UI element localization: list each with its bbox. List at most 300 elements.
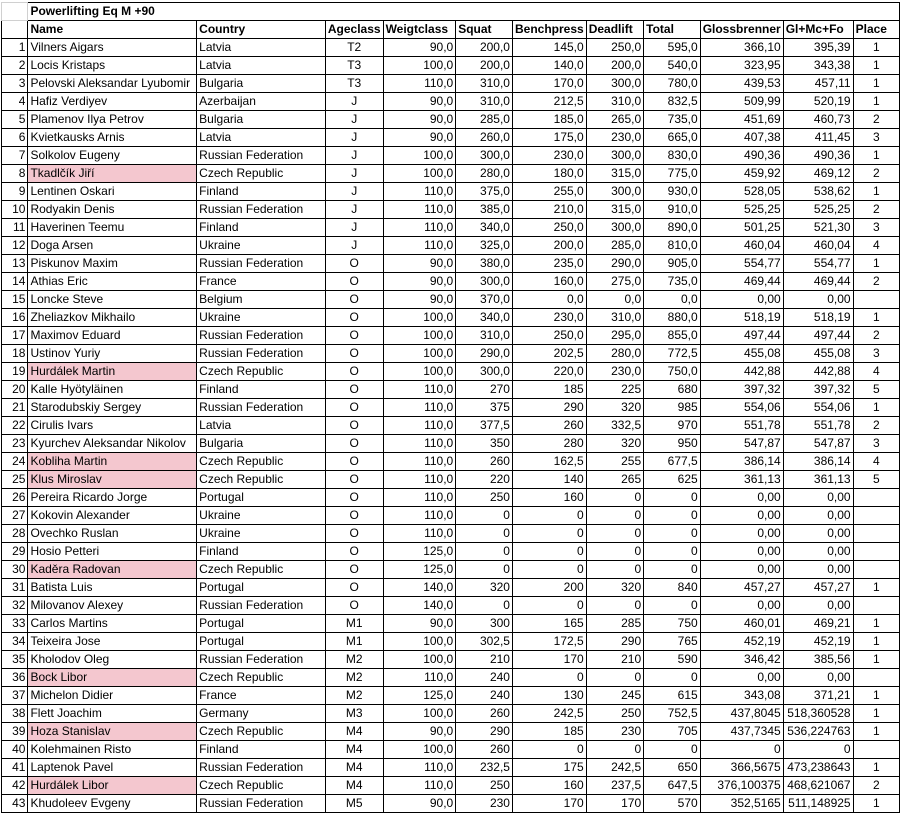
cell-total[interactable]: 765 <box>644 633 701 651</box>
cell-deadlift[interactable]: 332,5 <box>586 417 643 435</box>
cell-gl-mc-fo[interactable]: 518,19 <box>783 309 853 327</box>
cell-gl-mc-fo[interactable]: 460,04 <box>783 237 853 255</box>
cell-gl-mc-fo[interactable]: 455,08 <box>783 345 853 363</box>
cell-gl-mc-fo[interactable]: 469,21 <box>783 615 853 633</box>
cell-gl-mc-fo[interactable]: 0,00 <box>783 507 853 525</box>
cell-gl-mc-fo[interactable]: 554,06 <box>783 399 853 417</box>
cell-name[interactable]: Pelovski Aleksandar Lyubomir <box>28 75 197 93</box>
cell-benchpress[interactable]: 130 <box>512 687 586 705</box>
cell-weightclass[interactable]: 110,0 <box>383 507 456 525</box>
cell-index[interactable]: 13 <box>2 255 28 273</box>
cell-deadlift[interactable]: 300,0 <box>586 183 643 201</box>
cell-total[interactable]: 830,0 <box>644 147 701 165</box>
cell-benchpress[interactable]: 200,0 <box>512 237 586 255</box>
cell-name[interactable]: Starodubskiy Sergey <box>28 399 197 417</box>
cell-gl-mc-fo[interactable]: 411,45 <box>783 129 853 147</box>
cell-weightclass[interactable]: 110,0 <box>383 75 456 93</box>
cell-index[interactable]: 8 <box>2 165 28 183</box>
cell-country[interactable]: Czech Republic <box>197 723 326 741</box>
cell-deadlift[interactable]: 300,0 <box>586 219 643 237</box>
cell-index[interactable]: 40 <box>2 741 28 759</box>
cell-place[interactable]: 1 <box>853 687 899 705</box>
cell-country[interactable]: Finland <box>197 543 326 561</box>
cell-name[interactable]: Tkadlčík Jiří <box>28 165 197 183</box>
cell-place[interactable]: 4 <box>853 237 899 255</box>
cell-total[interactable]: 0 <box>644 525 701 543</box>
cell-name[interactable]: Solkolov Eugeny <box>28 147 197 165</box>
cell-glossbrenner[interactable]: 554,06 <box>700 399 783 417</box>
cell-country[interactable]: Ukraine <box>197 237 326 255</box>
cell-total[interactable]: 880,0 <box>644 309 701 327</box>
cell-gl-mc-fo[interactable]: 521,30 <box>783 219 853 237</box>
cell-index[interactable]: 28 <box>2 525 28 543</box>
cell-index[interactable]: 31 <box>2 579 28 597</box>
cell-name[interactable]: Batista Luis <box>28 579 197 597</box>
cell-country[interactable]: Russian Federation <box>197 345 326 363</box>
cell-squat[interactable]: 300,0 <box>456 273 513 291</box>
cell-squat[interactable]: 200,0 <box>456 57 513 75</box>
cell-name[interactable]: Maximov Eduard <box>28 327 197 345</box>
cell-ageclass[interactable]: O <box>325 597 383 615</box>
cell-name[interactable]: Kolehmainen Risto <box>28 741 197 759</box>
cell-benchpress[interactable]: 170 <box>512 795 586 813</box>
cell-squat[interactable]: 232,5 <box>456 759 513 777</box>
cell-place[interactable] <box>853 489 899 507</box>
cell-place[interactable] <box>853 543 899 561</box>
cell-benchpress[interactable]: 170 <box>512 651 586 669</box>
cell-deadlift[interactable]: 0 <box>586 597 643 615</box>
cell-place[interactable]: 1 <box>853 795 899 813</box>
cell-total[interactable]: 985 <box>644 399 701 417</box>
cell-weightclass[interactable]: 110,0 <box>383 525 456 543</box>
cell-name[interactable]: Hurdálek Libor <box>28 777 197 795</box>
cell-glossbrenner[interactable]: 352,5165 <box>700 795 783 813</box>
cell-benchpress[interactable]: 0 <box>512 561 586 579</box>
cell-place[interactable]: 4 <box>853 363 899 381</box>
cell-gl-mc-fo[interactable]: 343,38 <box>783 57 853 75</box>
cell-name[interactable]: Pereira Ricardo Jorge <box>28 489 197 507</box>
cell-weightclass[interactable]: 110,0 <box>383 381 456 399</box>
cell-name[interactable]: Kvietkausks Arnis <box>28 129 197 147</box>
cell-ageclass[interactable]: J <box>325 165 383 183</box>
cell-name[interactable]: Milovanov Alexey <box>28 597 197 615</box>
cell-gl-mc-fo[interactable]: 525,25 <box>783 201 853 219</box>
cell-glossbrenner[interactable]: 554,77 <box>700 255 783 273</box>
cell-weightclass[interactable]: 100,0 <box>383 165 456 183</box>
cell-ageclass[interactable]: J <box>325 219 383 237</box>
cell-index[interactable]: 42 <box>2 777 28 795</box>
cell-benchpress[interactable]: 160,0 <box>512 273 586 291</box>
cell-index[interactable]: 33 <box>2 615 28 633</box>
cell-place[interactable]: 1 <box>853 579 899 597</box>
cell-weightclass[interactable]: 100,0 <box>383 147 456 165</box>
cell-country[interactable]: Azerbaijan <box>197 93 326 111</box>
header-cell-squat[interactable]: Squat <box>456 21 513 39</box>
cell-ageclass[interactable]: J <box>325 147 383 165</box>
cell-squat[interactable]: 200,0 <box>456 39 513 57</box>
cell-index[interactable]: 35 <box>2 651 28 669</box>
cell-weightclass[interactable]: 90,0 <box>383 795 456 813</box>
cell-squat[interactable]: 377,5 <box>456 417 513 435</box>
cell-index[interactable]: 43 <box>2 795 28 813</box>
cell-place[interactable] <box>853 597 899 615</box>
cell-gl-mc-fo[interactable]: 395,39 <box>783 39 853 57</box>
cell-ageclass[interactable]: M5 <box>325 795 383 813</box>
cell-benchpress[interactable]: 212,5 <box>512 93 586 111</box>
cell-place[interactable]: 3 <box>853 129 899 147</box>
cell-ageclass[interactable]: M1 <box>325 633 383 651</box>
cell-place[interactable]: 1 <box>853 633 899 651</box>
cell-name[interactable]: Khudoleev Evgeny <box>28 795 197 813</box>
cell-country[interactable]: Czech Republic <box>197 561 326 579</box>
cell-deadlift[interactable]: 0 <box>586 741 643 759</box>
cell-index[interactable]: 1 <box>2 39 28 57</box>
cell-name[interactable]: Flett Joachim <box>28 705 197 723</box>
cell-deadlift[interactable]: 210 <box>586 651 643 669</box>
cell-ageclass[interactable]: J <box>325 237 383 255</box>
cell-total[interactable]: 905,0 <box>644 255 701 273</box>
cell-name[interactable]: Cirulis Ivars <box>28 417 197 435</box>
cell-benchpress[interactable]: 162,5 <box>512 453 586 471</box>
cell-glossbrenner[interactable]: 460,01 <box>700 615 783 633</box>
cell-benchpress[interactable]: 260 <box>512 417 586 435</box>
header-cell-benchpress[interactable]: Benchpress <box>512 21 586 39</box>
cell-ageclass[interactable]: O <box>325 291 383 309</box>
cell-benchpress[interactable]: 170,0 <box>512 75 586 93</box>
cell-total[interactable]: 735,0 <box>644 111 701 129</box>
cell-deadlift[interactable]: 295,0 <box>586 327 643 345</box>
cell-deadlift[interactable]: 242,5 <box>586 759 643 777</box>
cell-place[interactable] <box>853 507 899 525</box>
cell-index[interactable]: 18 <box>2 345 28 363</box>
cell-squat[interactable]: 300,0 <box>456 147 513 165</box>
cell-squat[interactable]: 260 <box>456 705 513 723</box>
cell-name[interactable]: Hosio Petteri <box>28 543 197 561</box>
cell-glossbrenner[interactable]: 457,27 <box>700 579 783 597</box>
cell-gl-mc-fo[interactable]: 457,11 <box>783 75 853 93</box>
cell-country[interactable]: Czech Republic <box>197 471 326 489</box>
cell-index[interactable]: 34 <box>2 633 28 651</box>
cell-glossbrenner[interactable]: 361,13 <box>700 471 783 489</box>
cell-benchpress[interactable]: 0 <box>512 741 586 759</box>
cell-total[interactable]: 0 <box>644 741 701 759</box>
cell-weightclass[interactable]: 100,0 <box>383 633 456 651</box>
cell-name[interactable]: Doga Arsen <box>28 237 197 255</box>
cell-deadlift[interactable]: 255 <box>586 453 643 471</box>
cell-index[interactable]: 30 <box>2 561 28 579</box>
cell-ageclass[interactable]: O <box>325 399 383 417</box>
cell-glossbrenner[interactable]: 366,10 <box>700 39 783 57</box>
cell-ageclass[interactable]: J <box>325 111 383 129</box>
cell-gl-mc-fo[interactable]: 0,00 <box>783 291 853 309</box>
cell-deadlift[interactable]: 0 <box>586 507 643 525</box>
cell-deadlift[interactable]: 0,0 <box>586 291 643 309</box>
cell-ageclass[interactable]: T2 <box>325 39 383 57</box>
cell-name[interactable]: Laptenok Pavel <box>28 759 197 777</box>
cell-deadlift[interactable]: 285 <box>586 615 643 633</box>
cell-weightclass[interactable]: 110,0 <box>383 219 456 237</box>
cell-gl-mc-fo[interactable]: 518,360528 <box>783 705 853 723</box>
cell-gl-mc-fo[interactable]: 0,00 <box>783 669 853 687</box>
cell-weightclass[interactable]: 100,0 <box>383 57 456 75</box>
cell-deadlift[interactable]: 310,0 <box>586 93 643 111</box>
cell-index[interactable]: 21 <box>2 399 28 417</box>
cell-gl-mc-fo[interactable]: 551,78 <box>783 417 853 435</box>
cell-gl-mc-fo[interactable]: 361,13 <box>783 471 853 489</box>
cell-glossbrenner[interactable]: 551,78 <box>700 417 783 435</box>
cell-weightclass[interactable]: 110,0 <box>383 435 456 453</box>
cell-total[interactable]: 680 <box>644 381 701 399</box>
cell-ageclass[interactable]: O <box>325 579 383 597</box>
cell-squat[interactable]: 230 <box>456 795 513 813</box>
cell-name[interactable]: Hurdálek Martin <box>28 363 197 381</box>
cell-deadlift[interactable]: 300,0 <box>586 75 643 93</box>
cell-ageclass[interactable]: M1 <box>325 615 383 633</box>
cell-glossbrenner[interactable]: 346,42 <box>700 651 783 669</box>
cell-weightclass[interactable]: 125,0 <box>383 561 456 579</box>
cell-glossbrenner[interactable]: 0,00 <box>700 525 783 543</box>
cell-weightclass[interactable]: 90,0 <box>383 723 456 741</box>
cell-deadlift[interactable]: 320 <box>586 399 643 417</box>
cell-country[interactable]: Russian Federation <box>197 651 326 669</box>
cell-weightclass[interactable]: 110,0 <box>383 417 456 435</box>
cell-gl-mc-fo[interactable]: 547,87 <box>783 435 853 453</box>
cell-gl-mc-fo[interactable]: 473,238643 <box>783 759 853 777</box>
cell-ageclass[interactable]: M2 <box>325 687 383 705</box>
cell-ageclass[interactable]: O <box>325 489 383 507</box>
cell-total[interactable]: 590 <box>644 651 701 669</box>
cell-total[interactable]: 647,5 <box>644 777 701 795</box>
cell-benchpress[interactable]: 230,0 <box>512 147 586 165</box>
cell-country[interactable]: Finland <box>197 219 326 237</box>
cell-gl-mc-fo[interactable]: 538,62 <box>783 183 853 201</box>
cell-index[interactable]: 41 <box>2 759 28 777</box>
cell-gl-mc-fo[interactable]: 469,12 <box>783 165 853 183</box>
cell-squat[interactable]: 240 <box>456 669 513 687</box>
cell-weightclass[interactable]: 125,0 <box>383 543 456 561</box>
cell-ageclass[interactable]: O <box>325 273 383 291</box>
cell-glossbrenner[interactable]: 0,00 <box>700 543 783 561</box>
cell-deadlift[interactable]: 0 <box>586 543 643 561</box>
cell-country[interactable]: Finland <box>197 183 326 201</box>
cell-deadlift[interactable]: 0 <box>586 669 643 687</box>
cell-benchpress[interactable]: 160 <box>512 489 586 507</box>
cell-weightclass[interactable]: 125,0 <box>383 687 456 705</box>
cell-index[interactable]: 7 <box>2 147 28 165</box>
cell-glossbrenner[interactable]: 437,7345 <box>700 723 783 741</box>
cell-name[interactable]: Teixeira Jose <box>28 633 197 651</box>
cell-squat[interactable]: 300,0 <box>456 363 513 381</box>
cell-total[interactable]: 677,5 <box>644 453 701 471</box>
cell-gl-mc-fo[interactable]: 468,621067 <box>783 777 853 795</box>
cell-gl-mc-fo[interactable]: 554,77 <box>783 255 853 273</box>
cell-squat[interactable]: 260 <box>456 453 513 471</box>
cell-place[interactable]: 1 <box>853 399 899 417</box>
cell-name[interactable]: Rodyakin Denis <box>28 201 197 219</box>
cell-total[interactable]: 0 <box>644 489 701 507</box>
cell-deadlift[interactable]: 250 <box>586 705 643 723</box>
cell-glossbrenner[interactable]: 528,05 <box>700 183 783 201</box>
cell-index[interactable]: 4 <box>2 93 28 111</box>
cell-deadlift[interactable]: 320 <box>586 435 643 453</box>
cell-glossbrenner[interactable]: 0,00 <box>700 597 783 615</box>
cell-glossbrenner[interactable]: 0 <box>700 741 783 759</box>
cell-index[interactable]: 12 <box>2 237 28 255</box>
cell-place[interactable]: 2 <box>853 201 899 219</box>
cell-gl-mc-fo[interactable]: 371,21 <box>783 687 853 705</box>
cell-country[interactable]: Latvia <box>197 57 326 75</box>
cell-benchpress[interactable]: 145,0 <box>512 39 586 57</box>
cell-ageclass[interactable]: O <box>325 381 383 399</box>
cell-name[interactable]: Kalle Hyötyläinen <box>28 381 197 399</box>
cell-weightclass[interactable]: 100,0 <box>383 741 456 759</box>
cell-index[interactable]: 29 <box>2 543 28 561</box>
cell-gl-mc-fo[interactable]: 460,73 <box>783 111 853 129</box>
cell-ageclass[interactable]: O <box>325 471 383 489</box>
cell-name[interactable]: Haverinen Teemu <box>28 219 197 237</box>
cell-total[interactable]: 0 <box>644 561 701 579</box>
cell-index[interactable]: 5 <box>2 111 28 129</box>
cell-index[interactable]: 23 <box>2 435 28 453</box>
cell-place[interactable]: 2 <box>853 165 899 183</box>
cell-index[interactable]: 2 <box>2 57 28 75</box>
cell-country[interactable]: Portugal <box>197 615 326 633</box>
cell-country[interactable]: Russian Federation <box>197 147 326 165</box>
cell-place[interactable]: 1 <box>853 651 899 669</box>
cell-weightclass[interactable]: 110,0 <box>383 471 456 489</box>
cell-weightclass[interactable]: 110,0 <box>383 759 456 777</box>
cell-country[interactable]: Russian Federation <box>197 795 326 813</box>
cell-benchpress[interactable]: 0,0 <box>512 291 586 309</box>
cell-weightclass[interactable]: 110,0 <box>383 489 456 507</box>
cell-ageclass[interactable]: J <box>325 93 383 111</box>
cell-name[interactable]: Ovechko Ruslan <box>28 525 197 543</box>
cell-place[interactable] <box>853 525 899 543</box>
cell-ageclass[interactable]: O <box>325 255 383 273</box>
cell-glossbrenner[interactable]: 0,00 <box>700 291 783 309</box>
cell-weightclass[interactable]: 140,0 <box>383 579 456 597</box>
cell-squat[interactable]: 290,0 <box>456 345 513 363</box>
cell-glossbrenner[interactable]: 343,08 <box>700 687 783 705</box>
cell-squat[interactable]: 260 <box>456 741 513 759</box>
cell-benchpress[interactable]: 220,0 <box>512 363 586 381</box>
cell-place[interactable]: 1 <box>853 147 899 165</box>
cell-total[interactable]: 775,0 <box>644 165 701 183</box>
cell-benchpress[interactable]: 255,0 <box>512 183 586 201</box>
cell-squat[interactable]: 302,5 <box>456 633 513 651</box>
cell-ageclass[interactable]: M4 <box>325 741 383 759</box>
cell-squat[interactable]: 0 <box>456 543 513 561</box>
cell-benchpress[interactable]: 290 <box>512 399 586 417</box>
cell-total[interactable]: 930,0 <box>644 183 701 201</box>
cell-glossbrenner[interactable]: 437,8045 <box>700 705 783 723</box>
cell-country[interactable]: Czech Republic <box>197 777 326 795</box>
cell-country[interactable]: Portugal <box>197 489 326 507</box>
cell-ageclass[interactable]: M2 <box>325 669 383 687</box>
cell-deadlift[interactable]: 250,0 <box>586 39 643 57</box>
cell-name[interactable]: Michelon Didier <box>28 687 197 705</box>
cell-gl-mc-fo[interactable]: 452,19 <box>783 633 853 651</box>
cell-glossbrenner[interactable]: 525,25 <box>700 201 783 219</box>
cell-name[interactable]: Carlos Martins <box>28 615 197 633</box>
cell-name[interactable]: Klus Miroslav <box>28 471 197 489</box>
cell-benchpress[interactable]: 280 <box>512 435 586 453</box>
cell-glossbrenner[interactable]: 518,19 <box>700 309 783 327</box>
cell-weightclass[interactable]: 110,0 <box>383 453 456 471</box>
cell-place[interactable]: 2 <box>853 777 899 795</box>
cell-benchpress[interactable]: 250,0 <box>512 219 586 237</box>
cell-benchpress[interactable]: 250,0 <box>512 327 586 345</box>
cell-country[interactable]: Bulgaria <box>197 111 326 129</box>
cell-place[interactable]: 3 <box>853 435 899 453</box>
cell-glossbrenner[interactable]: 0,00 <box>700 561 783 579</box>
cell-squat[interactable]: 320 <box>456 579 513 597</box>
cell-country[interactable]: Czech Republic <box>197 165 326 183</box>
cell-squat[interactable]: 280,0 <box>456 165 513 183</box>
cell-ageclass[interactable]: O <box>325 327 383 345</box>
cell-weightclass[interactable]: 110,0 <box>383 777 456 795</box>
cell-place[interactable]: 1 <box>853 183 899 201</box>
cell-country[interactable]: Russian Federation <box>197 255 326 273</box>
cell-deadlift[interactable]: 0 <box>586 525 643 543</box>
cell-deadlift[interactable]: 170 <box>586 795 643 813</box>
cell-index[interactable]: 37 <box>2 687 28 705</box>
cell-ageclass[interactable]: O <box>325 525 383 543</box>
cell-total[interactable]: 0 <box>644 669 701 687</box>
cell-place[interactable]: 1 <box>853 615 899 633</box>
header-cell-weightclass[interactable]: Weigtclass <box>383 21 456 39</box>
cell-name[interactable]: Loncke Steve <box>28 291 197 309</box>
cell-place[interactable]: 1 <box>853 255 899 273</box>
cell-total[interactable]: 750 <box>644 615 701 633</box>
cell-name[interactable]: Locis Kristaps <box>28 57 197 75</box>
cell-deadlift[interactable]: 315,0 <box>586 201 643 219</box>
cell-name[interactable]: Zheliazkov Mikhailo <box>28 309 197 327</box>
cell-benchpress[interactable]: 200 <box>512 579 586 597</box>
cell-total[interactable]: 570 <box>644 795 701 813</box>
cell-squat[interactable]: 310,0 <box>456 327 513 345</box>
cell-weightclass[interactable]: 90,0 <box>383 255 456 273</box>
cell-country[interactable]: Russian Federation <box>197 399 326 417</box>
cell-glossbrenner[interactable]: 509,99 <box>700 93 783 111</box>
cell-squat[interactable]: 310,0 <box>456 75 513 93</box>
cell-place[interactable] <box>853 669 899 687</box>
cell-weightclass[interactable]: 90,0 <box>383 39 456 57</box>
cell-total[interactable]: 855,0 <box>644 327 701 345</box>
sheet-title[interactable]: Powerlifting Eq M +90 <box>28 3 900 21</box>
cell-ageclass[interactable]: M4 <box>325 759 383 777</box>
cell-weightclass[interactable]: 90,0 <box>383 273 456 291</box>
cell-index[interactable]: 24 <box>2 453 28 471</box>
cell-weightclass[interactable]: 100,0 <box>383 327 456 345</box>
cell-gl-mc-fo[interactable]: 490,36 <box>783 147 853 165</box>
cell-benchpress[interactable]: 185 <box>512 381 586 399</box>
cell-deadlift[interactable]: 285,0 <box>586 237 643 255</box>
cell-glossbrenner[interactable]: 0,00 <box>700 507 783 525</box>
cell-country[interactable]: Belgium <box>197 291 326 309</box>
cell-weightclass[interactable]: 110,0 <box>383 201 456 219</box>
header-cell-index[interactable] <box>2 21 28 39</box>
cell-deadlift[interactable]: 245 <box>586 687 643 705</box>
cell-benchpress[interactable]: 0 <box>512 597 586 615</box>
cell-index[interactable]: 15 <box>2 291 28 309</box>
header-cell-total[interactable]: Total <box>644 21 701 39</box>
header-cell-deadlift[interactable]: Deadlift <box>586 21 643 39</box>
cell-name[interactable]: Kokovin Alexander <box>28 507 197 525</box>
cell-weightclass[interactable]: 100,0 <box>383 345 456 363</box>
cell-squat[interactable]: 375 <box>456 399 513 417</box>
cell-squat[interactable]: 285,0 <box>456 111 513 129</box>
